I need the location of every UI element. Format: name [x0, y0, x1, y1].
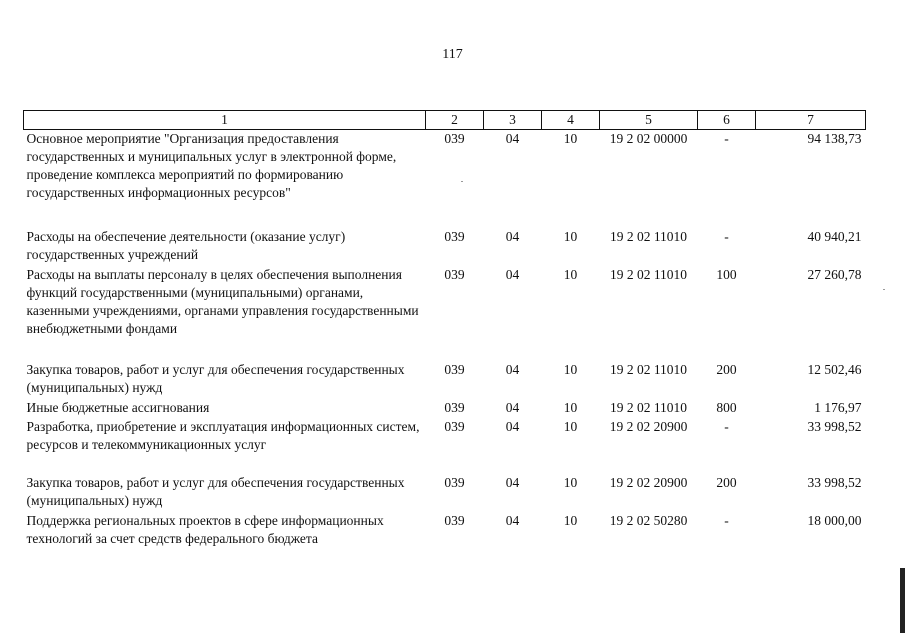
row-name: Разработка, приобретение и эксплуатация информационных систем, ресурсов и телекоммуникационных услуг: [26, 418, 420, 452]
cell-c3: 04: [505, 361, 520, 377]
cell-c2: 039: [444, 399, 465, 415]
scan-speck: [461, 181, 463, 182]
table-row: [24, 266, 866, 361]
cell-c5: 19 2 02 20900: [609, 418, 688, 434]
cell-c4: 10: [563, 266, 578, 282]
col-header-4: 4: [542, 111, 600, 130]
table-row: [24, 512, 866, 568]
cell-c2: 039: [444, 418, 465, 434]
row-name: Иные бюджетные ассигнования: [26, 399, 210, 415]
cell-c2: 039: [444, 131, 465, 146]
cell-c5: 19 2 02 00000: [609, 131, 688, 146]
cell-c5: 19 2 02 20900: [609, 474, 688, 490]
row-name: Расходы на выплаты персоналу в целях обеспечения выполнения функций государственными (муниципальными) органами, казенными учреждениями, органами управления государственными внебюджетными фондами: [26, 266, 419, 336]
cell-c2: 039: [444, 266, 465, 282]
cell-c2: 039: [444, 512, 465, 528]
row-name: Основное мероприятие "Организация предоставления государственных и муниципальных услуг в электронной форме, проведение комплекса мероприятий по формированию государственных информационных ресурсов": [26, 131, 397, 200]
table-row: [24, 418, 866, 474]
col-header-6: 6: [698, 111, 756, 130]
cell-c4: 10: [563, 418, 578, 434]
scan-edge-mark: [900, 568, 905, 633]
cell-c6: 800: [716, 399, 737, 415]
cell-c5: 19 2 02 50280: [609, 512, 688, 528]
col-header-5: 5: [600, 111, 698, 130]
cell-c6: -: [724, 228, 729, 244]
cell-c2: 039: [444, 474, 465, 490]
cell-c4: 10: [563, 131, 578, 146]
col-header-3: 3: [484, 111, 542, 130]
cell-c2: 039: [444, 228, 465, 244]
header-row: [24, 111, 866, 130]
cell-c7: 1 176,97: [814, 399, 862, 415]
cell-c7: 33 998,52: [807, 418, 862, 434]
cell-c3: 04: [505, 399, 520, 415]
cell-c5: 19 2 02 11010: [609, 266, 688, 282]
scan-speck: [883, 289, 885, 290]
cell-c4: 10: [563, 228, 578, 244]
cell-c5: 19 2 02 11010: [609, 399, 688, 415]
cell-c6: 200: [716, 474, 737, 490]
cell-c2: 039: [444, 361, 465, 377]
cell-c4: 10: [563, 399, 578, 415]
row-name: Закупка товаров, работ и услуг для обеспечения государственных (муниципальных) нужд: [26, 474, 405, 508]
table-row: [24, 399, 866, 418]
cell-c7: 40 940,21: [807, 228, 862, 244]
col-header-1: 1: [24, 111, 426, 130]
cell-c3: 04: [505, 131, 520, 146]
table-row: [24, 228, 866, 266]
budget-table: [23, 110, 866, 568]
cell-c3: 04: [505, 512, 520, 528]
cell-c5: 19 2 02 11010: [609, 361, 688, 377]
cell-c7: 12 502,46: [807, 361, 862, 377]
cell-c7: 18 000,00: [807, 512, 862, 528]
table-row: [24, 474, 866, 512]
cell-c4: 10: [563, 361, 578, 377]
table-row: [24, 130, 866, 228]
cell-c3: 04: [505, 266, 520, 282]
row-name: Поддержка региональных проектов в сфере информационных технологий за счет средств федерального бюджета: [26, 512, 384, 546]
cell-c7: 27 260,78: [807, 266, 862, 282]
cell-c3: 04: [505, 474, 520, 490]
cell-c7: 33 998,52: [807, 474, 862, 490]
cell-c3: 04: [505, 418, 520, 434]
cell-c6: 200: [716, 361, 737, 377]
cell-c5: 19 2 02 11010: [609, 228, 688, 244]
cell-c7: 94 138,73: [807, 131, 862, 146]
cell-c6: -: [724, 512, 729, 528]
cell-c3: 04: [505, 228, 520, 244]
cell-c6: -: [724, 418, 729, 434]
row-name: Закупка товаров, работ и услуг для обеспечения государственных (муниципальных) нужд: [26, 361, 405, 395]
cell-c4: 10: [563, 474, 578, 490]
col-header-2: 2: [426, 111, 484, 130]
cell-c4: 10: [563, 512, 578, 528]
page-number: 117: [442, 47, 463, 62]
row-name: Расходы на обеспечение деятельности (оказание услуг) государственных учреждений: [26, 228, 346, 262]
cell-c6: -: [724, 131, 729, 146]
table-row: [24, 361, 866, 399]
cell-c6: 100: [716, 266, 737, 282]
col-header-7: 7: [756, 111, 866, 130]
